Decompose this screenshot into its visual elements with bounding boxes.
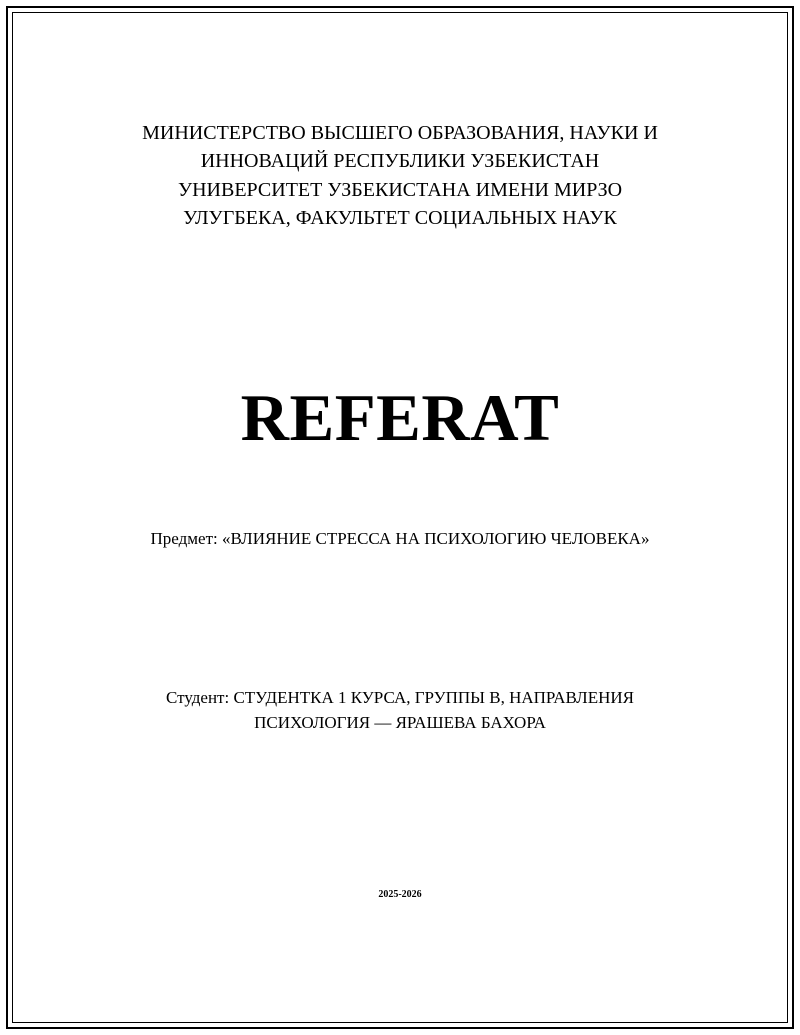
student-line: Студент: СТУДЕНТКА 1 КУРСА, ГРУППЫ В, НАПРАВЛЕНИЯ (166, 688, 634, 707)
institution-line: МИНИСТЕРСТВО ВЫСШЕГО ОБРАЗОВАНИЯ, НАУКИ И (142, 122, 658, 144)
institution-header (0, 119, 800, 232)
institution-line: УНИВЕРСИТЕТ УЗБЕКИСТАНА ИМЕНИ МИРЗО (177, 178, 623, 201)
academic-year: 2025-2026 (378, 889, 422, 900)
student-info (0, 685, 800, 735)
institution-line: УЛУГБЕКА, ФАКУЛЬТЕТ СОЦИАЛЬНЫХ НАУК (183, 206, 617, 229)
subject-line: Предмет: «ВЛИЯНИЕ СТРЕССА НА ПСИХОЛОГИЮ ЧЕЛОВЕКА» (150, 529, 650, 548)
student-line: ПСИХОЛОГИЯ — ЯРАШЕВА БАХОРА (254, 713, 546, 732)
institution-line: ИННОВАЦИЙ РЕСПУБЛИКИ УЗБЕКИСТАН (200, 150, 600, 173)
document-title: REFERAT (240, 381, 560, 455)
